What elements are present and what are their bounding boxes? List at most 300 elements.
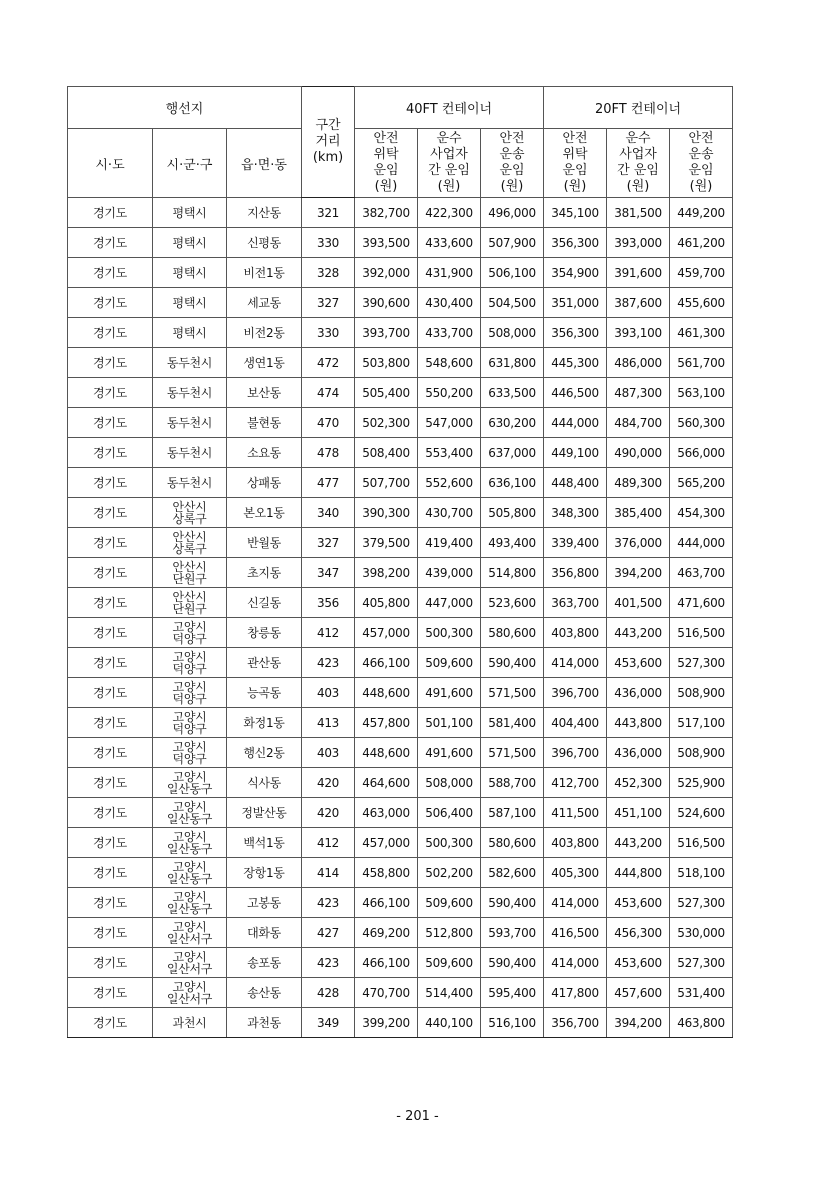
sigungu-line: 동두천시 bbox=[166, 415, 213, 430]
sido-cell: 경기도 bbox=[68, 738, 153, 768]
sigungu-cell bbox=[153, 558, 227, 588]
sigungu-line: 동두천시 bbox=[166, 445, 213, 460]
ft20-inter-carrier-cell: 453,600 bbox=[607, 948, 670, 978]
ft20-safe-transport-cell: 524,600 bbox=[670, 798, 733, 828]
sido-cell: 경기도 bbox=[68, 348, 153, 378]
distance-line: 구간 bbox=[315, 118, 341, 133]
ft40-safe-consign-cell: 379,500 bbox=[355, 528, 418, 558]
eupmyeondong-cell: 상패동 bbox=[227, 468, 302, 498]
sigungu-cell bbox=[153, 378, 227, 408]
eupmyeondong-cell: 송산동 bbox=[227, 978, 302, 1008]
sigungu-line: 동두천시 bbox=[166, 385, 213, 400]
sigungu-cell bbox=[153, 618, 227, 648]
ft40-inter-carrier-cell: 433,600 bbox=[418, 228, 481, 258]
table-row bbox=[68, 678, 733, 708]
page-number: - 201 - bbox=[396, 1109, 439, 1124]
sigungu-cell bbox=[153, 438, 227, 468]
sigungu-cell bbox=[153, 978, 227, 1008]
ft40-inter-carrier-cell: 509,600 bbox=[418, 648, 481, 678]
distance-cell: 327 bbox=[302, 288, 355, 318]
ft40-safe-consign-cell: 469,200 bbox=[355, 918, 418, 948]
eupmyeondong-cell: 보산동 bbox=[227, 378, 302, 408]
table-row bbox=[68, 798, 733, 828]
ft40-safe-transport-cell: 588,700 bbox=[481, 768, 544, 798]
ft40-safe-consign-cell: 457,000 bbox=[355, 618, 418, 648]
table-row bbox=[68, 318, 733, 348]
ft40-safe-transport-cell: 630,200 bbox=[481, 408, 544, 438]
sigungu-line: 덕양구 bbox=[172, 691, 207, 706]
distance-cell: 321 bbox=[302, 198, 355, 228]
distance-header bbox=[302, 87, 355, 198]
sigungu-cell bbox=[153, 888, 227, 918]
distance-cell: 328 bbox=[302, 258, 355, 288]
sigungu-line: 일산동구 bbox=[166, 871, 213, 886]
ft20-safe-consign-cell: 396,700 bbox=[544, 738, 607, 768]
ft40-safe-transport-cell: 637,000 bbox=[481, 438, 544, 468]
sigungu-cell bbox=[153, 498, 227, 528]
ft20-inter-carrier-cell: 486,000 bbox=[607, 348, 670, 378]
ft40-inter-carrier-cell: 433,700 bbox=[418, 318, 481, 348]
sigungu-line: 상록구 bbox=[172, 511, 207, 526]
ft40-inter-carrier-cell: 419,400 bbox=[418, 528, 481, 558]
ft20-safe-transport-cell: 516,500 bbox=[670, 618, 733, 648]
table-row bbox=[68, 438, 733, 468]
sido-cell: 경기도 bbox=[68, 528, 153, 558]
ft20-safe-transport-cell: 455,600 bbox=[670, 288, 733, 318]
ft40-safe-transport-cell: 636,100 bbox=[481, 468, 544, 498]
table-row bbox=[68, 558, 733, 588]
ft20-safe-consign-cell: 414,000 bbox=[544, 888, 607, 918]
ft40-inter-carrier-cell: 500,300 bbox=[418, 828, 481, 858]
distance-cell: 428 bbox=[302, 978, 355, 1008]
ft20-inter-carrier-rate-header: 운수 사업자 간 운임 (원) bbox=[607, 129, 670, 198]
distance-cell: 423 bbox=[302, 948, 355, 978]
sigungu-line: 덕양구 bbox=[172, 721, 207, 736]
ft40-inter-carrier-cell: 502,200 bbox=[418, 858, 481, 888]
sigungu-cell bbox=[153, 1008, 227, 1038]
sigungu-cell bbox=[153, 768, 227, 798]
sigungu-line: 고양시 bbox=[172, 769, 207, 784]
ft40-safe-transport-cell: 581,400 bbox=[481, 708, 544, 738]
eupmyeondong-cell: 신평동 bbox=[227, 228, 302, 258]
sigungu-line: 평택시 bbox=[172, 235, 207, 250]
sido-cell: 경기도 bbox=[68, 1008, 153, 1038]
ft20-safe-transport-cell: 461,300 bbox=[670, 318, 733, 348]
sigungu-line: 고양시 bbox=[172, 649, 207, 664]
ft20-safe-consign-cell: 416,500 bbox=[544, 918, 607, 948]
ft20-safe-transport-cell: 518,100 bbox=[670, 858, 733, 888]
sido-cell: 경기도 bbox=[68, 198, 153, 228]
sigungu-header: 시·군·구 bbox=[153, 129, 227, 198]
ft40-safe-consign-cell: 392,000 bbox=[355, 258, 418, 288]
ft40-safe-transport-cell: 571,500 bbox=[481, 678, 544, 708]
ft20-safe-transport-cell: 527,300 bbox=[670, 888, 733, 918]
sigungu-cell bbox=[153, 948, 227, 978]
ft40-safe-consign-cell: 464,600 bbox=[355, 768, 418, 798]
ft20-safe-consign-cell: 403,800 bbox=[544, 828, 607, 858]
ft40-inter-carrier-cell: 547,000 bbox=[418, 408, 481, 438]
sido-cell: 경기도 bbox=[68, 678, 153, 708]
ft20-safe-transport-cell: 463,800 bbox=[670, 1008, 733, 1038]
distance-cell: 420 bbox=[302, 798, 355, 828]
sigungu-cell bbox=[153, 318, 227, 348]
sigungu-cell bbox=[153, 678, 227, 708]
eupmyeondong-cell: 능곡동 bbox=[227, 678, 302, 708]
table-row bbox=[68, 228, 733, 258]
sigungu-line: 일산동구 bbox=[166, 781, 213, 796]
ft40-inter-carrier-cell: 439,000 bbox=[418, 558, 481, 588]
ft40-safe-transport-cell: 505,800 bbox=[481, 498, 544, 528]
ft40-inter-carrier-cell: 430,700 bbox=[418, 498, 481, 528]
eupmyeondong-cell: 대화동 bbox=[227, 918, 302, 948]
ft40-safe-consign-cell: 457,000 bbox=[355, 828, 418, 858]
distance-cell: 472 bbox=[302, 348, 355, 378]
distance-cell: 403 bbox=[302, 738, 355, 768]
ft20-safe-consign-cell: 414,000 bbox=[544, 948, 607, 978]
ft40-safe-transport-cell: 580,600 bbox=[481, 618, 544, 648]
eupmyeondong-cell: 본오1동 bbox=[227, 498, 302, 528]
sigungu-cell bbox=[153, 348, 227, 378]
ft20-safe-consign-cell: 356,700 bbox=[544, 1008, 607, 1038]
table-row bbox=[68, 288, 733, 318]
ft20-safe-consign-cell: 411,500 bbox=[544, 798, 607, 828]
sigungu-line: 단원구 bbox=[172, 601, 207, 616]
ft20-inter-carrier-cell: 487,300 bbox=[607, 378, 670, 408]
sido-cell: 경기도 bbox=[68, 468, 153, 498]
ft20-safe-transport-cell: 561,700 bbox=[670, 348, 733, 378]
distance-cell: 420 bbox=[302, 768, 355, 798]
ft20-inter-carrier-cell: 489,300 bbox=[607, 468, 670, 498]
sigungu-line: 평택시 bbox=[172, 325, 207, 340]
ft20-safe-consign-cell: 448,400 bbox=[544, 468, 607, 498]
table-row bbox=[68, 198, 733, 228]
ft40-safe-consign-cell: 390,300 bbox=[355, 498, 418, 528]
ft20-inter-carrier-cell: 401,500 bbox=[607, 588, 670, 618]
ft40-safe-transport-cell: 590,400 bbox=[481, 888, 544, 918]
sigungu-line: 평택시 bbox=[172, 295, 207, 310]
sigungu-cell bbox=[153, 528, 227, 558]
ft20-safe-consign-rate-header: 안전 위탁 운임 (원) bbox=[544, 129, 607, 198]
sido-cell: 경기도 bbox=[68, 228, 153, 258]
ft40-inter-carrier-cell: 440,100 bbox=[418, 1008, 481, 1038]
ft20-safe-consign-cell: 354,900 bbox=[544, 258, 607, 288]
ft20-inter-carrier-cell: 457,600 bbox=[607, 978, 670, 1008]
table-row bbox=[68, 828, 733, 858]
sigungu-line: 상록구 bbox=[172, 541, 207, 556]
ft20-inter-carrier-cell: 451,100 bbox=[607, 798, 670, 828]
ft40-safe-transport-cell: 504,500 bbox=[481, 288, 544, 318]
sigungu-line: 일산서구 bbox=[166, 931, 213, 946]
eupmyeondong-cell: 반월동 bbox=[227, 528, 302, 558]
sido-cell: 경기도 bbox=[68, 648, 153, 678]
ft40-safe-transport-cell: 514,800 bbox=[481, 558, 544, 588]
sigungu-cell bbox=[153, 858, 227, 888]
distance-cell: 423 bbox=[302, 648, 355, 678]
ft20-safe-consign-cell: 356,800 bbox=[544, 558, 607, 588]
distance-cell: 403 bbox=[302, 678, 355, 708]
sigungu-line: 덕양구 bbox=[172, 661, 207, 676]
ft40-inter-carrier-cell: 447,000 bbox=[418, 588, 481, 618]
sigungu-cell bbox=[153, 918, 227, 948]
sigungu-line: 고양시 bbox=[172, 829, 207, 844]
eupmyeondong-cell: 송포동 bbox=[227, 948, 302, 978]
sido-cell: 경기도 bbox=[68, 438, 153, 468]
ft40-safe-consign-cell: 502,300 bbox=[355, 408, 418, 438]
sido-cell: 경기도 bbox=[68, 258, 153, 288]
distance-cell: 474 bbox=[302, 378, 355, 408]
ft40-inter-carrier-cell: 514,400 bbox=[418, 978, 481, 1008]
ft20-safe-transport-cell: 516,500 bbox=[670, 828, 733, 858]
sido-cell: 경기도 bbox=[68, 558, 153, 588]
table-row bbox=[68, 738, 733, 768]
ft40-safe-transport-cell: 593,700 bbox=[481, 918, 544, 948]
ft20-safe-consign-cell: 363,700 bbox=[544, 588, 607, 618]
sido-cell: 경기도 bbox=[68, 318, 153, 348]
table-header bbox=[68, 87, 733, 198]
distance-label bbox=[313, 118, 343, 166]
ft20-inter-carrier-cell: 453,600 bbox=[607, 648, 670, 678]
sigungu-line: 고양시 bbox=[172, 889, 207, 904]
eupmyeondong-cell: 화정1동 bbox=[227, 708, 302, 738]
table-row bbox=[68, 1008, 733, 1038]
sigungu-line: 고양시 bbox=[172, 799, 207, 814]
table-row bbox=[68, 768, 733, 798]
ft40-safe-transport-cell: 633,500 bbox=[481, 378, 544, 408]
table-row bbox=[68, 348, 733, 378]
ft40-safe-consign-cell: 448,600 bbox=[355, 738, 418, 768]
sido-cell: 경기도 bbox=[68, 888, 153, 918]
ft20-safe-consign-cell: 351,000 bbox=[544, 288, 607, 318]
sigungu-cell bbox=[153, 798, 227, 828]
sigungu-line: 일산동구 bbox=[166, 811, 213, 826]
eupmyeondong-header: 읍·면·동 bbox=[227, 129, 302, 198]
ft20-safe-consign-cell: 405,300 bbox=[544, 858, 607, 888]
ft20-safe-transport-cell: 525,900 bbox=[670, 768, 733, 798]
ft20-safe-consign-cell: 403,800 bbox=[544, 618, 607, 648]
sigungu-line: 일산서구 bbox=[166, 991, 213, 1006]
ft20-safe-consign-cell: 356,300 bbox=[544, 228, 607, 258]
sigungu-line: 고양시 bbox=[172, 619, 207, 634]
ft20-safe-transport-cell: 527,300 bbox=[670, 948, 733, 978]
ft40-safe-consign-cell: 507,700 bbox=[355, 468, 418, 498]
ft20-inter-carrier-cell: 387,600 bbox=[607, 288, 670, 318]
distance-cell: 340 bbox=[302, 498, 355, 528]
eupmyeondong-cell: 장항1동 bbox=[227, 858, 302, 888]
ft20-safe-consign-cell: 444,000 bbox=[544, 408, 607, 438]
sigungu-line: 일산서구 bbox=[166, 961, 213, 976]
table-row bbox=[68, 948, 733, 978]
ft20-inter-carrier-cell: 376,000 bbox=[607, 528, 670, 558]
sido-cell: 경기도 bbox=[68, 588, 153, 618]
sigungu-cell bbox=[153, 258, 227, 288]
sigungu-line: 안산시 bbox=[172, 589, 207, 604]
sido-cell: 경기도 bbox=[68, 858, 153, 888]
ft20-inter-carrier-cell: 393,100 bbox=[607, 318, 670, 348]
ft40-inter-carrier-cell: 430,400 bbox=[418, 288, 481, 318]
eupmyeondong-cell: 고봉동 bbox=[227, 888, 302, 918]
sido-cell: 경기도 bbox=[68, 768, 153, 798]
sigungu-line: 고양시 bbox=[172, 739, 207, 754]
sigungu-line: 일산동구 bbox=[166, 841, 213, 856]
ft20-inter-carrier-cell: 444,800 bbox=[607, 858, 670, 888]
sido-cell: 경기도 bbox=[68, 498, 153, 528]
table-row bbox=[68, 648, 733, 678]
sido-cell: 경기도 bbox=[68, 378, 153, 408]
eupmyeondong-cell: 불현동 bbox=[227, 408, 302, 438]
ft20-safe-transport-cell: 508,900 bbox=[670, 738, 733, 768]
distance-cell: 412 bbox=[302, 828, 355, 858]
sido-cell: 경기도 bbox=[68, 798, 153, 828]
eupmyeondong-cell: 식사동 bbox=[227, 768, 302, 798]
sigungu-line: 고양시 bbox=[172, 859, 207, 874]
ft20-safe-transport-cell: 463,700 bbox=[670, 558, 733, 588]
ft40-safe-consign-cell: 405,800 bbox=[355, 588, 418, 618]
sido-cell: 경기도 bbox=[68, 408, 153, 438]
table-row bbox=[68, 618, 733, 648]
ft40-inter-carrier-cell: 553,400 bbox=[418, 438, 481, 468]
table-row bbox=[68, 708, 733, 738]
ft20-inter-carrier-cell: 393,000 bbox=[607, 228, 670, 258]
ft20-safe-consign-cell: 445,300 bbox=[544, 348, 607, 378]
ft20-safe-transport-cell: 449,200 bbox=[670, 198, 733, 228]
ft40-safe-consign-cell: 398,200 bbox=[355, 558, 418, 588]
ft20-inter-carrier-cell: 436,000 bbox=[607, 738, 670, 768]
distance-cell: 478 bbox=[302, 438, 355, 468]
ft20-inter-carrier-cell: 484,700 bbox=[607, 408, 670, 438]
distance-cell: 349 bbox=[302, 1008, 355, 1038]
sigungu-cell bbox=[153, 648, 227, 678]
ft20-safe-consign-cell: 417,800 bbox=[544, 978, 607, 1008]
sigungu-line: 일산동구 bbox=[166, 901, 213, 916]
distance-cell: 347 bbox=[302, 558, 355, 588]
ft40-inter-carrier-cell: 550,200 bbox=[418, 378, 481, 408]
ft40-inter-carrier-cell: 491,600 bbox=[418, 738, 481, 768]
ft40-safe-transport-cell: 587,100 bbox=[481, 798, 544, 828]
sigungu-line: 단원구 bbox=[172, 571, 207, 586]
sigungu-line: 고양시 bbox=[172, 709, 207, 724]
ft20-safe-consign-cell: 446,500 bbox=[544, 378, 607, 408]
distance-cell: 427 bbox=[302, 918, 355, 948]
distance-cell: 356 bbox=[302, 588, 355, 618]
ft20-safe-consign-cell: 345,100 bbox=[544, 198, 607, 228]
ft40-safe-consign-cell: 503,800 bbox=[355, 348, 418, 378]
sigungu-cell bbox=[153, 468, 227, 498]
ft40-safe-transport-cell: 523,600 bbox=[481, 588, 544, 618]
ft20-header: 20FT 컨테이너 bbox=[544, 87, 733, 129]
table-row bbox=[68, 468, 733, 498]
sigungu-line: 고양시 bbox=[172, 979, 207, 994]
sigungu-line: 고양시 bbox=[172, 919, 207, 934]
distance-cell: 330 bbox=[302, 318, 355, 348]
ft20-safe-transport-cell: 508,900 bbox=[670, 678, 733, 708]
ft20-safe-transport-cell: 530,000 bbox=[670, 918, 733, 948]
sigungu-cell bbox=[153, 588, 227, 618]
ft20-inter-carrier-cell: 391,600 bbox=[607, 258, 670, 288]
ft40-safe-transport-cell: 493,400 bbox=[481, 528, 544, 558]
table-row bbox=[68, 588, 733, 618]
distance-cell: 413 bbox=[302, 708, 355, 738]
ft40-inter-carrier-cell: 512,800 bbox=[418, 918, 481, 948]
eupmyeondong-cell: 초지동 bbox=[227, 558, 302, 588]
sido-cell: 경기도 bbox=[68, 948, 153, 978]
distance-cell: 477 bbox=[302, 468, 355, 498]
ft20-inter-carrier-cell: 452,300 bbox=[607, 768, 670, 798]
table-body bbox=[68, 198, 733, 1038]
ft40-safe-consign-cell: 448,600 bbox=[355, 678, 418, 708]
sigungu-line: 동두천시 bbox=[166, 355, 213, 370]
ft20-inter-carrier-cell: 443,200 bbox=[607, 618, 670, 648]
sigungu-line: 과천시 bbox=[172, 1015, 207, 1030]
sigungu-line: 평택시 bbox=[172, 265, 207, 280]
ft40-safe-transport-cell: 571,500 bbox=[481, 738, 544, 768]
ft20-safe-consign-cell: 412,700 bbox=[544, 768, 607, 798]
eupmyeondong-cell: 관산동 bbox=[227, 648, 302, 678]
sido-cell: 경기도 bbox=[68, 978, 153, 1008]
ft40-safe-consign-cell: 382,700 bbox=[355, 198, 418, 228]
ft40-safe-consign-cell: 458,800 bbox=[355, 858, 418, 888]
ft20-safe-transport-cell: 461,200 bbox=[670, 228, 733, 258]
table-row bbox=[68, 378, 733, 408]
ft20-safe-consign-cell: 449,100 bbox=[544, 438, 607, 468]
distance-line: (km) bbox=[312, 150, 344, 165]
ft20-safe-consign-cell: 414,000 bbox=[544, 648, 607, 678]
ft40-inter-carrier-cell: 509,600 bbox=[418, 948, 481, 978]
sigungu-line: 안산시 bbox=[172, 559, 207, 574]
table-row bbox=[68, 498, 733, 528]
ft40-inter-carrier-cell: 431,900 bbox=[418, 258, 481, 288]
ft20-inter-carrier-cell: 453,600 bbox=[607, 888, 670, 918]
ft40-safe-consign-cell: 505,400 bbox=[355, 378, 418, 408]
ft20-safe-transport-cell: 566,000 bbox=[670, 438, 733, 468]
ft20-safe-transport-cell: 444,000 bbox=[670, 528, 733, 558]
ft40-safe-consign-cell: 399,200 bbox=[355, 1008, 418, 1038]
eupmyeondong-cell: 비전1동 bbox=[227, 258, 302, 288]
ft20-inter-carrier-cell: 394,200 bbox=[607, 1008, 670, 1038]
ft40-safe-transport-cell: 507,900 bbox=[481, 228, 544, 258]
ft20-safe-consign-cell: 404,400 bbox=[544, 708, 607, 738]
eupmyeondong-cell: 생연1동 bbox=[227, 348, 302, 378]
distance-cell: 414 bbox=[302, 858, 355, 888]
ft20-inter-carrier-cell: 490,000 bbox=[607, 438, 670, 468]
eupmyeondong-cell: 과천동 bbox=[227, 1008, 302, 1038]
ft40-inter-carrier-rate-header: 운수 사업자 간 운임 (원) bbox=[418, 129, 481, 198]
distance-cell: 412 bbox=[302, 618, 355, 648]
ft20-safe-consign-cell: 356,300 bbox=[544, 318, 607, 348]
table-row bbox=[68, 918, 733, 948]
ft40-inter-carrier-cell: 501,100 bbox=[418, 708, 481, 738]
ft20-inter-carrier-cell: 443,200 bbox=[607, 828, 670, 858]
ft40-inter-carrier-cell: 548,600 bbox=[418, 348, 481, 378]
sido-cell: 경기도 bbox=[68, 288, 153, 318]
distance-cell: 327 bbox=[302, 528, 355, 558]
ft40-inter-carrier-cell: 508,000 bbox=[418, 768, 481, 798]
ft40-safe-transport-cell: 516,100 bbox=[481, 1008, 544, 1038]
eupmyeondong-cell: 소요동 bbox=[227, 438, 302, 468]
eupmyeondong-cell: 신길동 bbox=[227, 588, 302, 618]
sigungu-cell bbox=[153, 288, 227, 318]
ft40-safe-consign-cell: 393,700 bbox=[355, 318, 418, 348]
table-row bbox=[68, 528, 733, 558]
ft40-safe-transport-cell: 582,600 bbox=[481, 858, 544, 888]
ft20-safe-transport-cell: 560,300 bbox=[670, 408, 733, 438]
ft40-safe-consign-cell: 466,100 bbox=[355, 648, 418, 678]
ft20-safe-transport-cell: 565,200 bbox=[670, 468, 733, 498]
ft40-safe-consign-cell: 463,000 bbox=[355, 798, 418, 828]
ft40-safe-consign-cell: 393,500 bbox=[355, 228, 418, 258]
sigungu-cell bbox=[153, 198, 227, 228]
eupmyeondong-cell: 정발산동 bbox=[227, 798, 302, 828]
distance-cell: 470 bbox=[302, 408, 355, 438]
